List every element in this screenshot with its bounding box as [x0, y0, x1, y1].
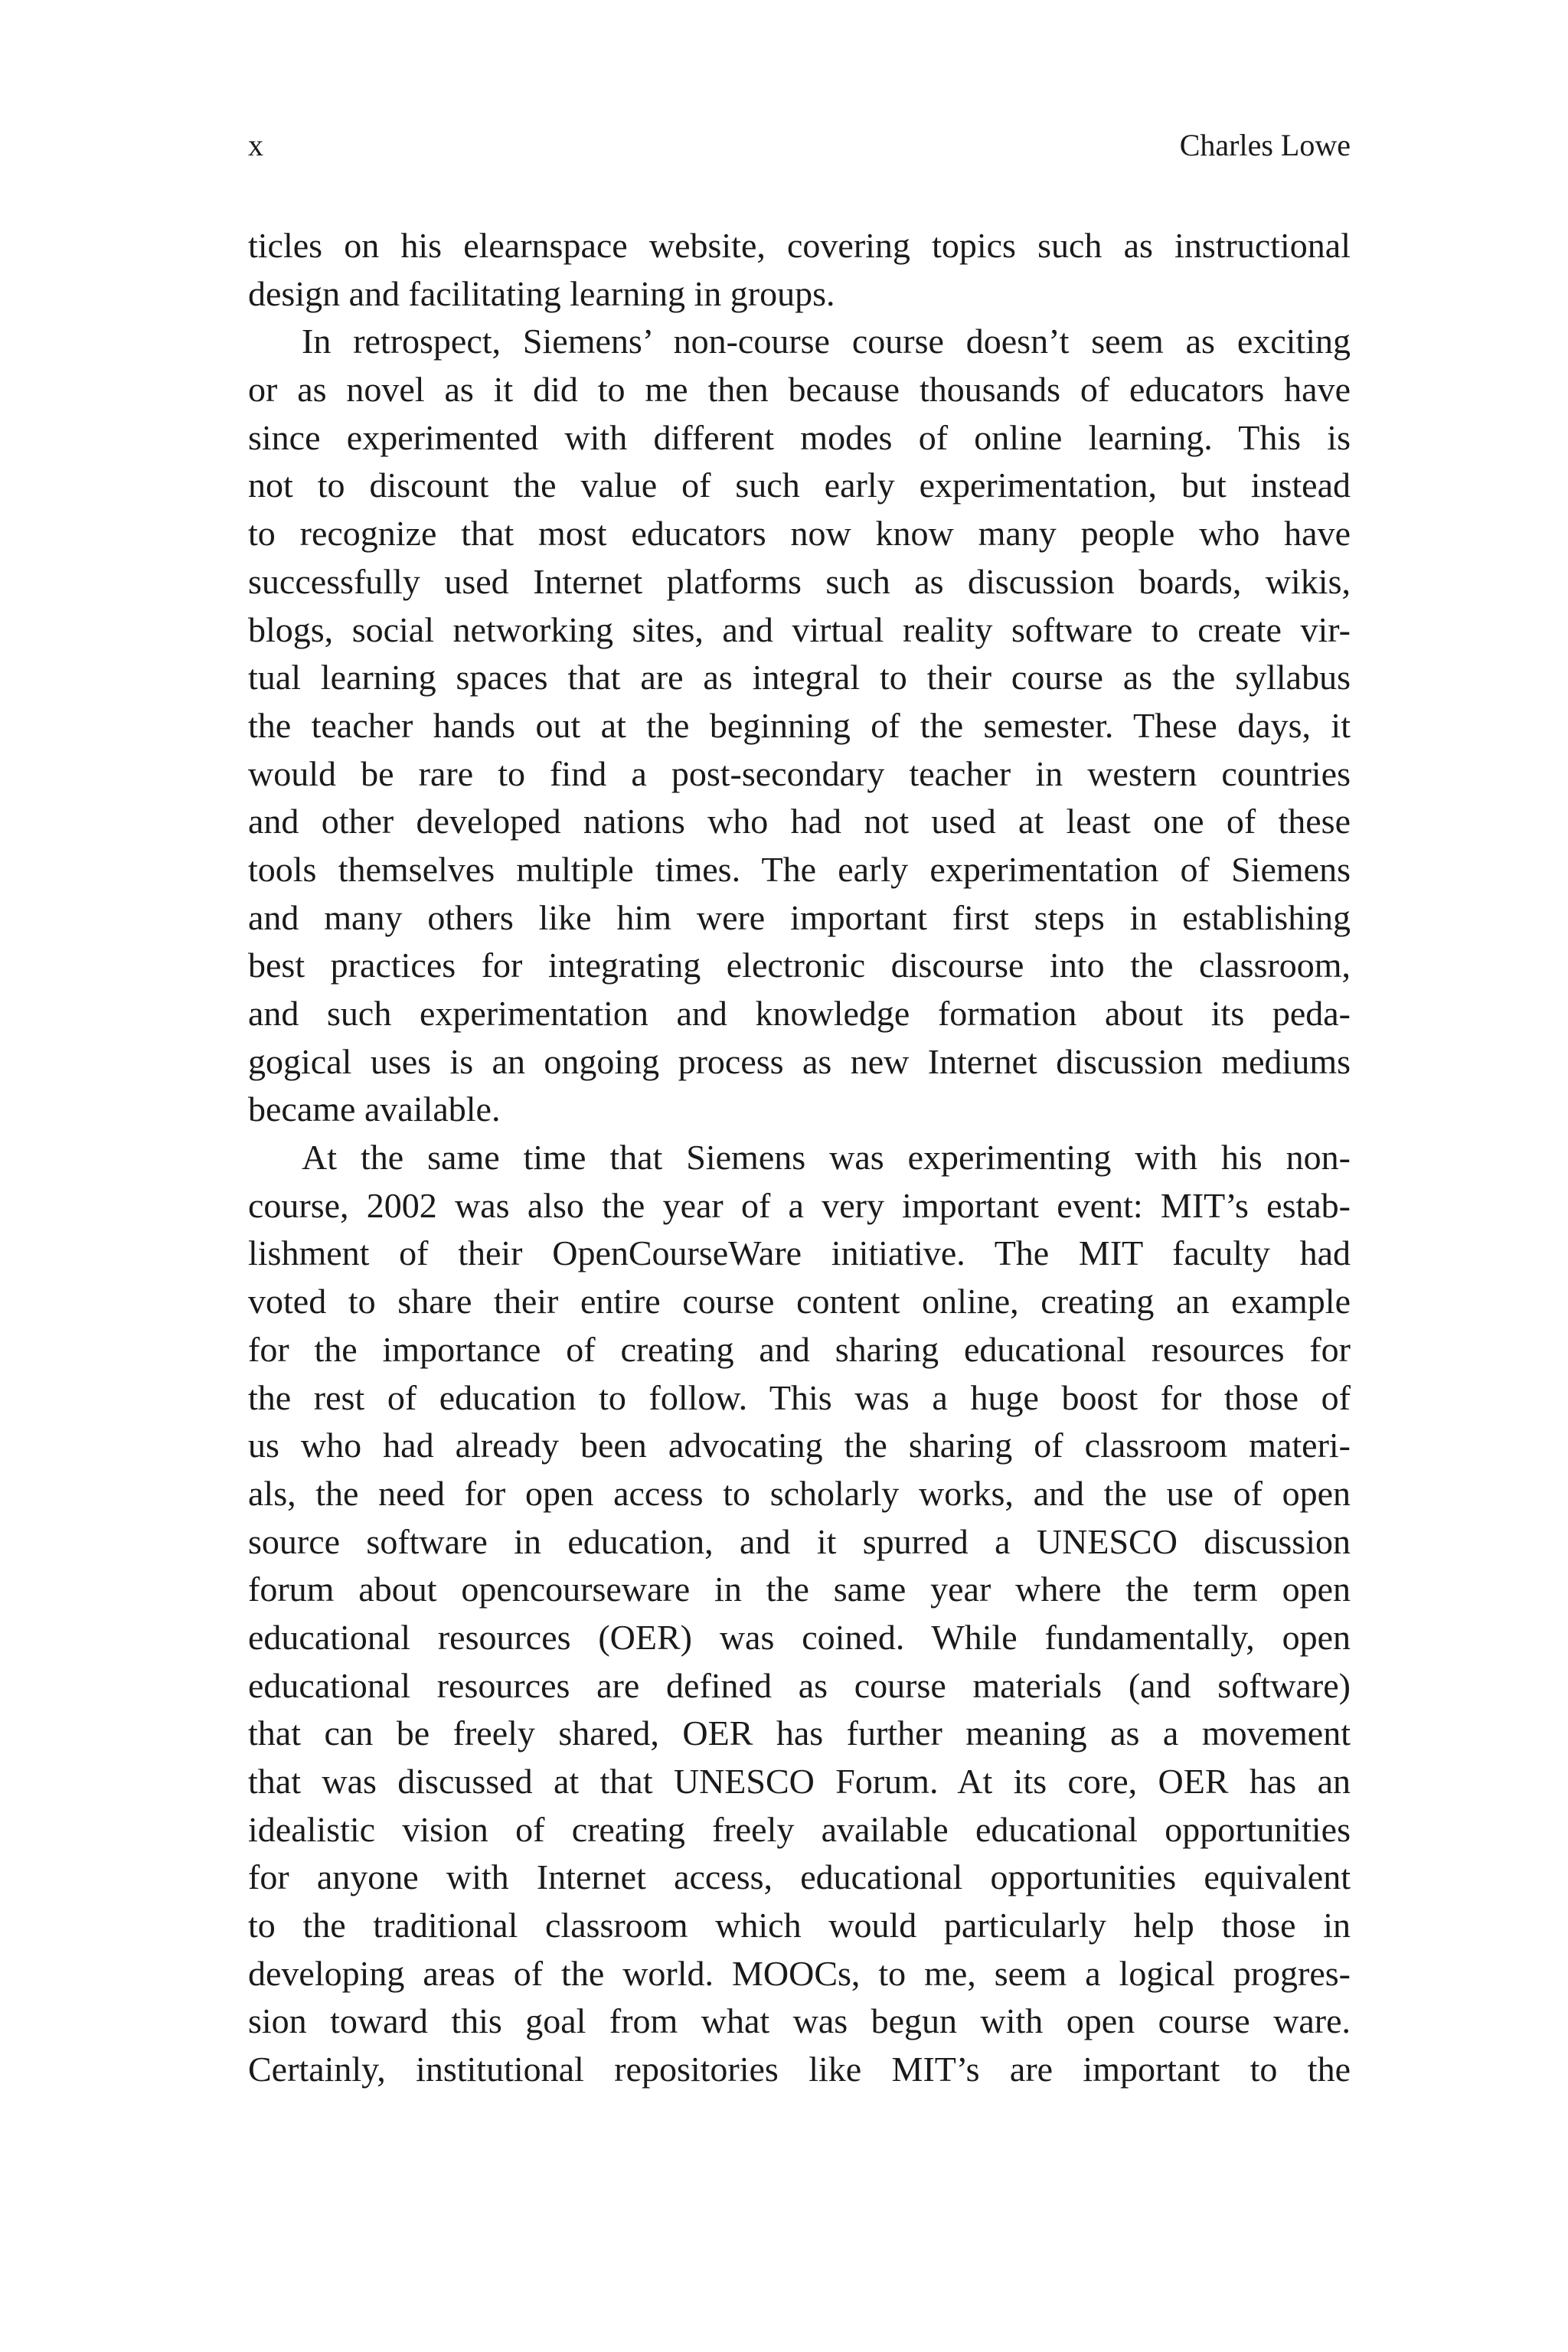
text-line: sion toward this goal from what was begun with open course ware.: [248, 2001, 1351, 2041]
text-line: not to discount the value of such early experimentation, but instead: [248, 466, 1351, 505]
text-line: that can be freely shared, OER has further meaning as a movement: [248, 1713, 1351, 1753]
text-line: source software in education, and it spurred a UNESCO discussion: [248, 1521, 1351, 1561]
text-line: us who had already been advocating the sharing of classroom materi-: [248, 1426, 1351, 1465]
running-head-author: Charles Lowe: [1179, 128, 1351, 162]
text-line: ticles on his elearnspace website, covering topics such as instructional: [248, 226, 1351, 265]
text-line: tools themselves multiple times. The early experimentation of Siemens: [248, 849, 1351, 889]
text-line: became available.: [248, 1089, 501, 1129]
text-line: als, the need for open access to scholarly works, and the use of open: [248, 1473, 1351, 1513]
text-line: idealistic vision of creating freely available educational opportunities: [248, 1809, 1351, 1849]
text-line: course, 2002 was also the year of a very important event: MIT’s estab-: [248, 1185, 1351, 1225]
text-line: to recognize that most educators now know many people who have: [248, 514, 1351, 554]
text-line: to the traditional classroom which would particularly help those in: [248, 1906, 1351, 1945]
text-line: and such experimentation and knowledge formation about its peda-: [248, 994, 1351, 1033]
text-line: or as novel as it did to me then because thousands of educators have: [248, 370, 1351, 410]
text-line: Certainly, institutional repositories like MIT’s are important to the: [248, 2050, 1351, 2089]
text-line: successfully used Internet platforms such as discussion boards, wikis,: [248, 561, 1351, 601]
text-line: design and facilitating learning in groups.: [248, 273, 835, 313]
running-head: [248, 122, 1351, 168]
text-line: voted to share their entire course content online, creating an example: [248, 1282, 1351, 1321]
paragraph-first-line: At the same time that Siemens was experimenting with his non-: [302, 1138, 1351, 1178]
text-line: and many others like him were important first steps in establishing: [248, 897, 1351, 937]
body-text: [248, 222, 1351, 2094]
text-line: educational resources are defined as course materials (and software): [248, 1665, 1351, 1705]
text-line: for the importance of creating and sharing educational resources for: [248, 1329, 1351, 1369]
text-line: educational resources (OER) was coined. While fundamentally, open: [248, 1617, 1351, 1657]
paragraph-first-line: In retrospect, Siemens’ non-course course doesn’t seem as exciting: [302, 322, 1351, 361]
text-line: tual learning spaces that are as integral to their course as the syllabus: [248, 658, 1351, 697]
text-line: and other developed nations who had not used at least one of these: [248, 802, 1351, 841]
text-line: the teacher hands out at the beginning of the semester. These days, it: [248, 705, 1351, 745]
text-line: for anyone with Internet access, educational opportunities equivalent: [248, 1857, 1351, 1897]
text-line: gogical uses is an ongoing process as new Internet discussion mediums: [248, 1041, 1351, 1081]
text-line: the rest of education to follow. This was a huge boost for those of: [248, 1377, 1351, 1417]
text-line: developing areas of the world. MOOCs, to me, seem a logical progres-: [248, 1953, 1351, 1993]
text-line: forum about opencourseware in the same year where the term open: [248, 1570, 1351, 1609]
text-line: would be rare to find a post-secondary teacher in western countries: [248, 753, 1351, 793]
text-line: since experimented with different modes of online learning. This is: [248, 417, 1351, 457]
text-line: blogs, social networking sites, and virtual reality software to create vir-: [248, 609, 1351, 649]
text-line: that was discussed at that UNESCO Forum. At its core, OER has an: [248, 1762, 1351, 1801]
text-line: lishment of their OpenCourseWare initiative. The MIT faculty had: [248, 1233, 1351, 1273]
text-line: best practices for integrating electronic discourse into the classroom,: [248, 946, 1351, 985]
page-number: x: [248, 128, 263, 162]
